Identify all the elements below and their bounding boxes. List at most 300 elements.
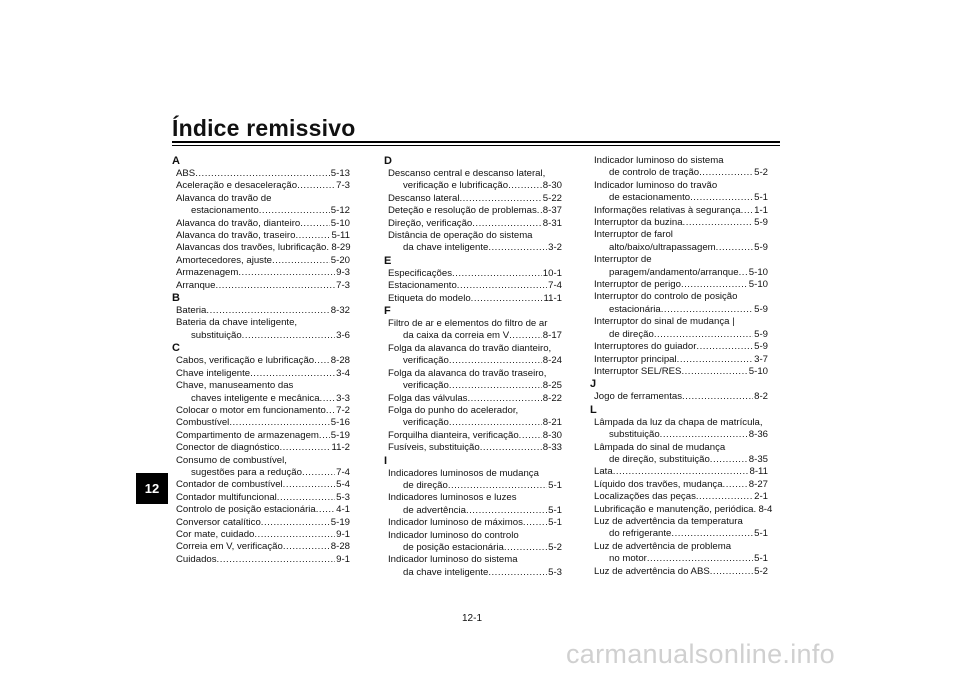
index-entry-text: Luz de advertência de problema (594, 540, 732, 552)
dot-leader (710, 454, 748, 466)
index-entry (590, 503, 773, 516)
dot-leader (283, 541, 330, 553)
index-entry (172, 218, 350, 230)
dot-leader (452, 268, 542, 280)
title-rule (172, 141, 780, 143)
chapter-tab-label: 12 (144, 481, 160, 496)
index-entry-text: sugestões para a redução (191, 466, 302, 478)
index-entry-page: 5-3 (548, 566, 562, 578)
index-entry-text: verificação (403, 380, 449, 392)
index-entry-text: Deteção e resolução de problemas (388, 205, 537, 217)
index-entry-text: Interruptor de perigo (594, 279, 681, 291)
dot-leader (488, 567, 547, 579)
dot-leader (242, 330, 335, 342)
index-entry-text: Consumo de combustível, (176, 454, 287, 466)
index-entry-page: 5-2 (548, 541, 562, 553)
index-entry-page: 8-2 (754, 391, 768, 403)
index-entry (384, 567, 562, 579)
index-entry-text: Folga da alavanca do travão traseiro, (388, 367, 547, 379)
dot-leader (471, 293, 543, 305)
index-entry (384, 330, 562, 342)
index-entry (590, 566, 768, 578)
dot-leader (254, 529, 335, 541)
dot-leader (480, 442, 542, 454)
dot-leader (682, 391, 753, 403)
index-entry-text: Luz de advertência da temperatura (594, 515, 743, 527)
index-entry (590, 391, 768, 403)
index-entry (172, 380, 350, 392)
index-entry (590, 155, 768, 167)
dot-leader (523, 517, 547, 529)
index-column-2 (384, 155, 562, 579)
index-entry-text: Jogo de ferramentas (594, 391, 682, 403)
index-entry-text: Direção, verificação (388, 217, 473, 229)
index-entry-page: 8-32 (330, 305, 350, 317)
index-entry-text: de direção (403, 479, 448, 491)
index-entry (590, 516, 768, 528)
index-entry-text: Cor mate, cuidado (176, 528, 255, 540)
index-entry-page: 1-1 (754, 204, 768, 216)
index-entry (172, 280, 350, 292)
index-entry (384, 355, 562, 367)
index-entry-text: Descanso central e descanso lateral, (388, 168, 546, 179)
dot-leader (696, 491, 753, 503)
index-entry-page: 3-3 (336, 392, 350, 404)
index-entry-page: 8-27 (748, 478, 768, 490)
index-entry-page: 5-9 (754, 217, 768, 229)
index-entry-text: Colocar o motor em funcionamento (176, 404, 326, 416)
index-entry-text: Interruptor da buzina (594, 217, 683, 229)
index-entry (384, 517, 562, 529)
index-entry (384, 180, 562, 192)
index-entry-page: 5-20 (330, 254, 350, 266)
index-entry (384, 405, 562, 417)
index-entry-text: verificação e lubrificação (403, 180, 509, 192)
index-entry (172, 405, 350, 417)
dot-leader (488, 242, 547, 254)
index-entry-page: 8-29 (331, 242, 351, 254)
index-letter-heading: F (384, 305, 391, 318)
dot-leader (660, 429, 748, 441)
index-entry (590, 229, 768, 241)
index-entry-page: 8-17 (542, 330, 562, 342)
index-entry-page: 11-1 (543, 292, 562, 304)
index-entry-text: no motor (609, 553, 647, 565)
index-entry-page: 5-10 (748, 279, 768, 291)
index-entry-text: Especificações (388, 267, 452, 279)
index-entry-text: substituição (609, 429, 660, 441)
index-entry-text: substituição (191, 329, 242, 341)
index-entry-text: Indicador luminoso do sistema (388, 554, 518, 566)
dot-leader (206, 305, 329, 317)
dot-leader (723, 479, 748, 491)
index-entry-text: de posição estacionária (403, 541, 504, 553)
index-entry-page: 9-1 (336, 528, 350, 540)
index-entry-page: 8-30 (542, 429, 562, 441)
index-entry (590, 528, 768, 540)
index-entry-text: Indicador luminoso do sistema (594, 155, 724, 166)
dot-leader (215, 280, 335, 292)
index-entry (590, 479, 768, 491)
index-entry (590, 354, 768, 366)
index-entry-page: 5-13 (330, 168, 350, 179)
index-entry-text: Lata (594, 466, 613, 478)
index-entry (590, 553, 768, 565)
index-entry (172, 330, 350, 342)
index-entry-page: 8-4 (758, 503, 773, 515)
index-entry-page: 9-1 (336, 553, 350, 565)
dot-leader (504, 542, 547, 554)
index-entry (384, 530, 562, 542)
dot-leader (690, 192, 753, 204)
index-entry-page: 2-1 (754, 491, 768, 503)
index-entry-text: Alavanca do travão, dianteiro (176, 217, 301, 229)
index-entry (384, 193, 562, 205)
dot-leader (314, 355, 330, 367)
index-entry (590, 217, 768, 229)
index-entry-page: 4-1 (336, 504, 350, 516)
index-letter-heading: C (172, 342, 180, 355)
index-entry (590, 180, 768, 192)
index-entry (590, 466, 768, 478)
index-entry-page: 8-31 (542, 217, 562, 229)
index-entry-text: Indicadores luminosos e luzes (388, 492, 517, 504)
index-entry (172, 205, 350, 217)
index-entry-page: 8-35 (748, 453, 768, 465)
index-letter-heading: A (172, 155, 180, 167)
index-entry (172, 554, 350, 566)
dot-leader (326, 405, 335, 417)
index-entry (172, 242, 350, 254)
index-entry-text: Luz de advertência do ABS (594, 565, 710, 577)
index-entry-text: Interruptor do controlo de posição (594, 291, 738, 303)
index-entry-page: 7-4 (336, 466, 350, 478)
page-title: Índice remissivo (172, 115, 356, 141)
index-entry (590, 291, 768, 303)
index-entry-page: 5-10 (748, 266, 768, 278)
index-entry (590, 541, 768, 553)
index-entry-text: de controlo de tração (609, 167, 700, 179)
index-entry-page: 8-28 (330, 541, 350, 553)
index-entry (590, 341, 768, 353)
index-entry-text: Interruptor do sinal de mudança | (594, 316, 735, 328)
dot-leader (272, 255, 330, 267)
dot-leader (710, 566, 753, 578)
index-entry-page: 8-11 (749, 466, 768, 478)
index-entry (590, 304, 768, 316)
index-entry (590, 167, 768, 179)
index-entry-page: 5-10 (330, 217, 350, 229)
index-entry-page: 5-9 (754, 328, 768, 340)
index-entry-page: 5-22 (542, 192, 562, 204)
index-entry (172, 479, 350, 491)
index-entry (590, 242, 768, 254)
index-entry-text: Alavancas dos travões, lubrificação (176, 242, 327, 254)
index-entry-text: Contador de combustível (176, 479, 283, 491)
index-entry-text: Lâmpada da luz da chapa de matrícula, (594, 416, 763, 428)
index-entry (384, 380, 562, 392)
index-entry-text: Aceleração e desaceleração (176, 180, 298, 192)
dot-leader (277, 492, 335, 504)
index-entry-text: verificação (403, 355, 449, 367)
index-entry-text: Filtro de ar e elementos do filtro de ar (388, 318, 548, 330)
index-entry (172, 417, 350, 429)
index-entry (590, 316, 768, 328)
index-entry-text: Folga da alavanca do travão dianteiro, (388, 342, 552, 354)
index-entry-page: 3-6 (336, 329, 350, 341)
index-entry-page: 5-16 (330, 417, 350, 429)
index-entry (172, 541, 350, 553)
index-entry-page: 3-7 (754, 353, 768, 365)
index-entry (590, 491, 768, 503)
index-entry-text: da chave inteligente (403, 566, 489, 578)
dot-leader (302, 467, 335, 479)
index-entry-text: Interruptor de farol (594, 229, 673, 241)
dot-leader (739, 267, 748, 279)
index-entry (590, 366, 768, 378)
dot-leader (699, 167, 753, 179)
index-entry-page: 5-1 (548, 479, 562, 491)
dot-leader (654, 329, 753, 341)
index-entry (384, 205, 562, 217)
index-entry-page: 7-3 (336, 279, 350, 291)
index-entry (172, 393, 350, 405)
index-entry-text: Informações relativas à segurança (594, 204, 741, 216)
index-letter-heading: D (384, 155, 392, 167)
index-entry-text: Conector de diagnóstico (176, 442, 280, 454)
title-rule-thin (172, 145, 780, 146)
dot-leader (449, 417, 542, 429)
index-entry-text: de direção (609, 328, 654, 340)
dot-leader (519, 430, 542, 442)
dot-leader (457, 280, 547, 292)
index-entry-page: 3-4 (336, 367, 350, 379)
index-entry-page: 5-9 (754, 303, 768, 315)
index-entry-text: Interruptor principal (594, 353, 677, 365)
index-entry-text: Contador multifuncional (176, 491, 277, 503)
index-entry (172, 467, 350, 479)
dot-leader (449, 355, 542, 367)
index-letter-heading: B (172, 292, 180, 305)
index-entry-text: Descanso lateral (388, 192, 460, 204)
index-entry-text: Controlo de posição estacionária (176, 504, 316, 516)
index-entry-page: 5-1 (754, 192, 768, 204)
index-entry-page: 8-33 (542, 442, 562, 454)
index-entry-page: 5-1 (548, 517, 562, 529)
index-entry (590, 254, 768, 266)
dot-leader (297, 180, 335, 192)
index-entry-page: 8-28 (330, 355, 350, 367)
index-entry (172, 529, 350, 541)
dot-leader (509, 330, 542, 342)
index-column-1 (172, 155, 350, 566)
index-entry-page: 8-25 (542, 380, 562, 392)
dot-leader (661, 304, 753, 316)
index-entry (384, 542, 562, 554)
index-entry-text: Cabos, verificação e lubrificação (176, 355, 315, 367)
index-entry (384, 468, 562, 480)
index-entry-text: Interruptores do guiador (594, 341, 697, 353)
index-entry-text: Fusíveis, substituição (388, 442, 480, 454)
index-entry-text: Líquido dos travões, mudança (594, 478, 723, 490)
dot-leader (250, 368, 335, 380)
dot-leader (683, 217, 754, 229)
index-entry-text: da caixa da correia em V (403, 330, 510, 342)
index-entry-text: Lâmpada do sinal de mudança (594, 441, 726, 453)
dot-leader (283, 479, 335, 491)
index-entry (590, 429, 768, 441)
index-entry-text: Lubrificação e manutenção, periódica (594, 503, 754, 515)
index-entry-text: Bateria (176, 305, 207, 317)
dot-leader (508, 180, 542, 192)
index-entry-page: 11-2 (331, 442, 350, 454)
dot-leader (741, 205, 753, 217)
index-entry-text: Conversor catalítico (176, 516, 261, 528)
index-entry-text: Alavanca do travão de (176, 192, 272, 204)
dot-leader (316, 504, 335, 516)
index-entry (590, 442, 768, 454)
index-entry-text: ABS (176, 168, 196, 179)
index-entry (384, 417, 562, 429)
index-entry (590, 329, 768, 341)
dot-leader (320, 393, 336, 405)
index-entry-text: Correia em V, verificação (176, 541, 283, 553)
index-entry-text: verificação (403, 417, 449, 429)
index-entry-text: alto/baixo/ultrapassagem (609, 241, 716, 253)
index-entry-text: do refrigerante (609, 528, 672, 540)
index-entry-text: estacionamento (191, 205, 259, 217)
index-entry (172, 492, 350, 504)
dot-leader (647, 553, 753, 565)
index-entry (384, 505, 562, 517)
index-entry (384, 230, 562, 242)
dot-leader (259, 205, 330, 217)
index-entry (384, 368, 562, 380)
index-entry-page: 8-30 (542, 180, 562, 192)
index-entry (384, 168, 562, 180)
index-entry-text: paragem/andamento/arranque (609, 266, 739, 278)
index-letter-heading: E (384, 254, 392, 267)
index-entry-page: 5-9 (754, 341, 768, 353)
index-entry-text: de direção, substituição (609, 453, 710, 465)
index-entry-text: Estacionamento (388, 280, 457, 292)
watermark: carmanualsonline.info (566, 639, 835, 669)
index-entry-page: 5-9 (754, 241, 768, 253)
index-entry-text: Chave inteligente (176, 367, 251, 379)
index-entry-text: Amortecedores, ajuste (176, 254, 272, 266)
dot-leader (295, 230, 330, 242)
dot-leader (681, 366, 747, 378)
index-entry (172, 230, 350, 242)
index-entry (590, 267, 768, 279)
index-entry (384, 480, 562, 492)
index-entry-text: de advertência (403, 504, 466, 516)
index-entry (384, 280, 562, 292)
index-entry-page: 3-2 (548, 242, 562, 254)
index-entry-page: 5-1 (754, 553, 768, 565)
index-entry-text: Forquilha dianteira, verificação (388, 429, 519, 441)
index-entry-page: 8-24 (542, 355, 562, 367)
index-entry-text: estacionária (609, 303, 661, 315)
index-entry-page: 5-2 (754, 565, 768, 577)
index-entry-text: de estacionamento (609, 192, 691, 204)
dot-leader (716, 242, 753, 254)
chapter-tab (136, 473, 168, 504)
dot-leader (195, 168, 330, 180)
index-entry (172, 504, 350, 516)
dot-leader (467, 393, 541, 405)
page-number: 12-1 (462, 613, 483, 624)
dot-leader (279, 442, 330, 454)
dot-leader (466, 505, 547, 517)
index-entry-text: Combustível (176, 417, 230, 429)
index-entry-page: 7-3 (336, 180, 350, 192)
index-entry (590, 417, 768, 429)
index-entry-text: Bateria da chave inteligente, (176, 317, 298, 329)
index-entry-page: 5-2 (754, 167, 768, 179)
dot-leader (671, 528, 753, 540)
index-entry-text: Localizações das peças (594, 491, 696, 503)
index-entry-page: 5-12 (330, 205, 350, 217)
index-entry-text: Armazenagem (176, 267, 239, 279)
index-entry-text: Folga das válvulas (388, 392, 468, 404)
dot-leader (613, 466, 749, 478)
index-entry (172, 455, 350, 467)
index-entry-page: 8-21 (542, 417, 562, 429)
index-entry (172, 180, 350, 192)
index-entry (172, 442, 350, 454)
index-entry-page: 5-11 (331, 230, 350, 242)
dot-leader (472, 218, 542, 230)
index-entry-text: Compartimento de armazenagem (176, 429, 319, 441)
index-entry-text: da chave inteligente (403, 242, 489, 254)
index-entry (384, 554, 562, 566)
index-entry-text: Alavanca do travão, traseiro (176, 230, 296, 242)
index-entry (384, 343, 562, 355)
index-entry (384, 242, 562, 254)
index-entry (384, 318, 562, 330)
dot-leader (459, 193, 541, 205)
dot-leader (319, 430, 330, 442)
index-entry (590, 454, 768, 466)
dot-leader (681, 279, 748, 291)
index-entry-page: 5-19 (330, 429, 350, 441)
index-entry (384, 268, 562, 280)
index-entry (172, 355, 350, 367)
index-letter-heading: J (590, 378, 597, 391)
index-column-3 (590, 155, 773, 578)
index-entry (590, 192, 768, 204)
dot-leader (448, 480, 547, 492)
dot-leader (238, 267, 335, 279)
index-entry (172, 430, 350, 442)
index-entry-page: 5-3 (336, 491, 350, 503)
index-entry-page: 5-10 (748, 365, 768, 377)
index-entry-page: 10-1 (542, 267, 562, 279)
index-entry-page: 7-2 (336, 404, 350, 416)
index-entry-page: 8-22 (542, 392, 562, 404)
dot-leader (677, 354, 753, 366)
index-entry-page: 5-4 (336, 479, 350, 491)
index-entry (384, 218, 562, 230)
dot-leader (449, 380, 542, 392)
index-entry-text: Indicador luminoso do controlo (388, 529, 519, 541)
index-entry (384, 293, 562, 305)
index-entry-page: 8-37 (542, 205, 562, 217)
index-entry (172, 317, 350, 329)
index-letter-heading: I (384, 454, 388, 467)
index-entry-text: Cuidados (176, 553, 217, 565)
